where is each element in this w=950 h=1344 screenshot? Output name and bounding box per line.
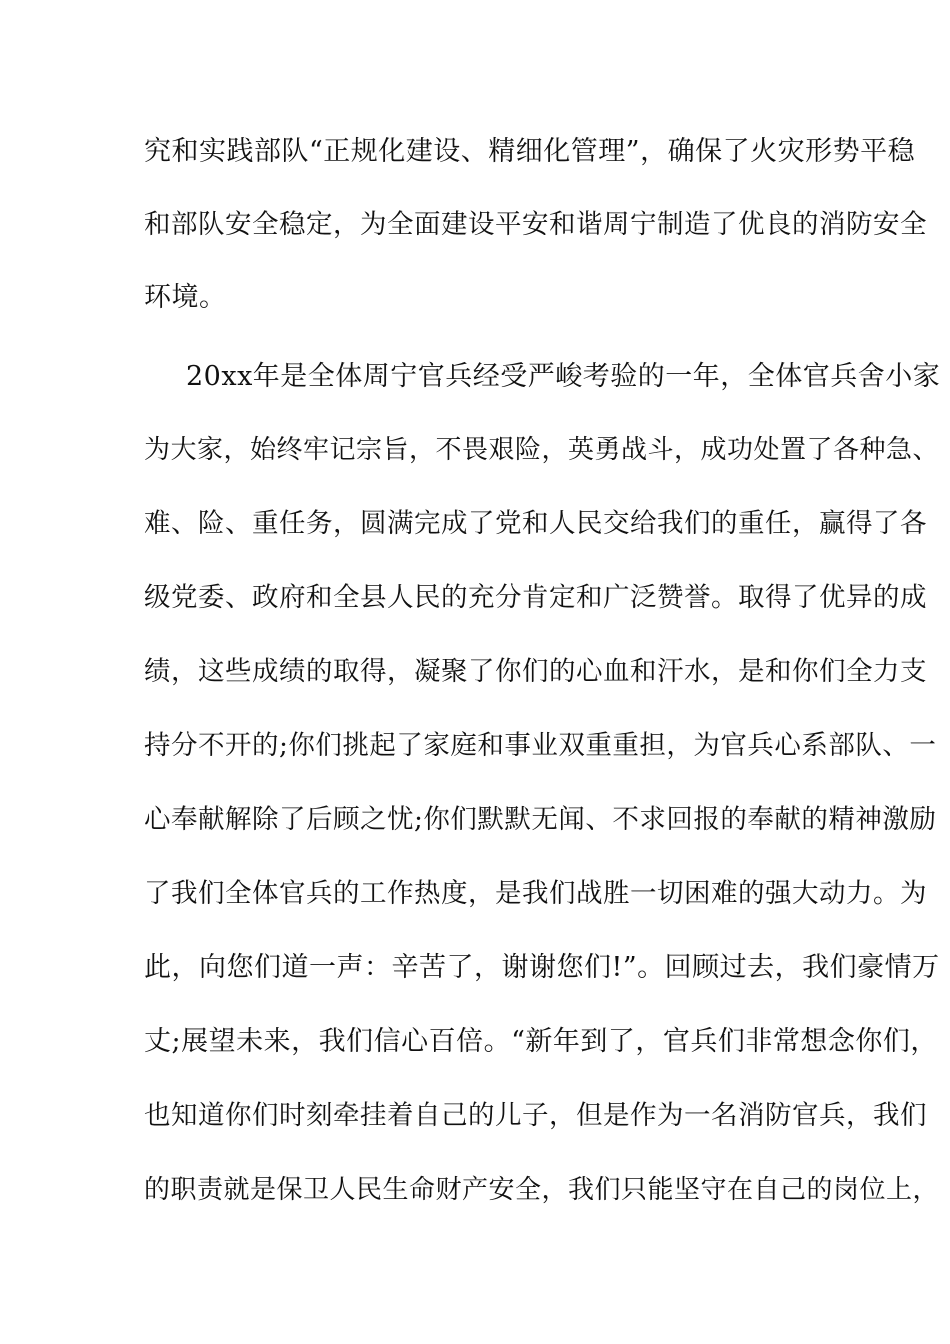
text-line-2: 和部队安全稳定，为全面建设平安和谐周宁制造了优良的消防安全 bbox=[144, 209, 927, 240]
text-line-7: 级党委、政府和全县人民的充分肯定和广泛赞誉。取得了优异的成 bbox=[144, 582, 927, 613]
text-line-9: 持分不开的;你们挑起了家庭和事业双重重担，为官兵心系部队、一 bbox=[144, 730, 937, 761]
text-line-1: 究和实践部队“正规化建设、精细化管理”，确保了火灾形势平稳 bbox=[144, 136, 916, 167]
text-line-10: 心奉献解除了后顾之忧;你们默默无闻、不求回报的奉献的精神激励 bbox=[144, 804, 937, 835]
text-line-4: 20xx年是全体周宁官兵经受严峻考验的一年，全体官兵舍小家 bbox=[186, 361, 941, 392]
text-line-14: 也知道你们时刻牵挂着自己的儿子，但是作为一名消防官兵，我们 bbox=[144, 1100, 927, 1131]
text-line-13: 丈;展望未来，我们信心百倍。“新年到了，官兵们非常想念你们， bbox=[144, 1026, 938, 1057]
text-line-8: 绩，这些成绩的取得，凝聚了你们的心血和汗水，是和你们全力支 bbox=[144, 656, 927, 687]
text-line-3: 环境。 bbox=[144, 282, 227, 313]
text-line-11: 了我们全体官兵的工作热度，是我们战胜一切困难的强大动力。为 bbox=[144, 878, 927, 909]
text-line-5: 为大家，始终牢记宗旨，不畏艰险，英勇战斗，成功处置了各种急、 bbox=[144, 435, 940, 465]
text-line-6: 难、险、重任务，圆满完成了党和人民交给我们的重任，赢得了各 bbox=[144, 508, 927, 539]
text-line-12: 此，向您们道一声：辛苦了，谢谢您们!”。回顾过去，我们豪情万 bbox=[144, 952, 940, 983]
text-line-15: 的职责就是保卫人民生命财产安全，我们只能坚守在自己的岗位上， bbox=[144, 1175, 940, 1205]
